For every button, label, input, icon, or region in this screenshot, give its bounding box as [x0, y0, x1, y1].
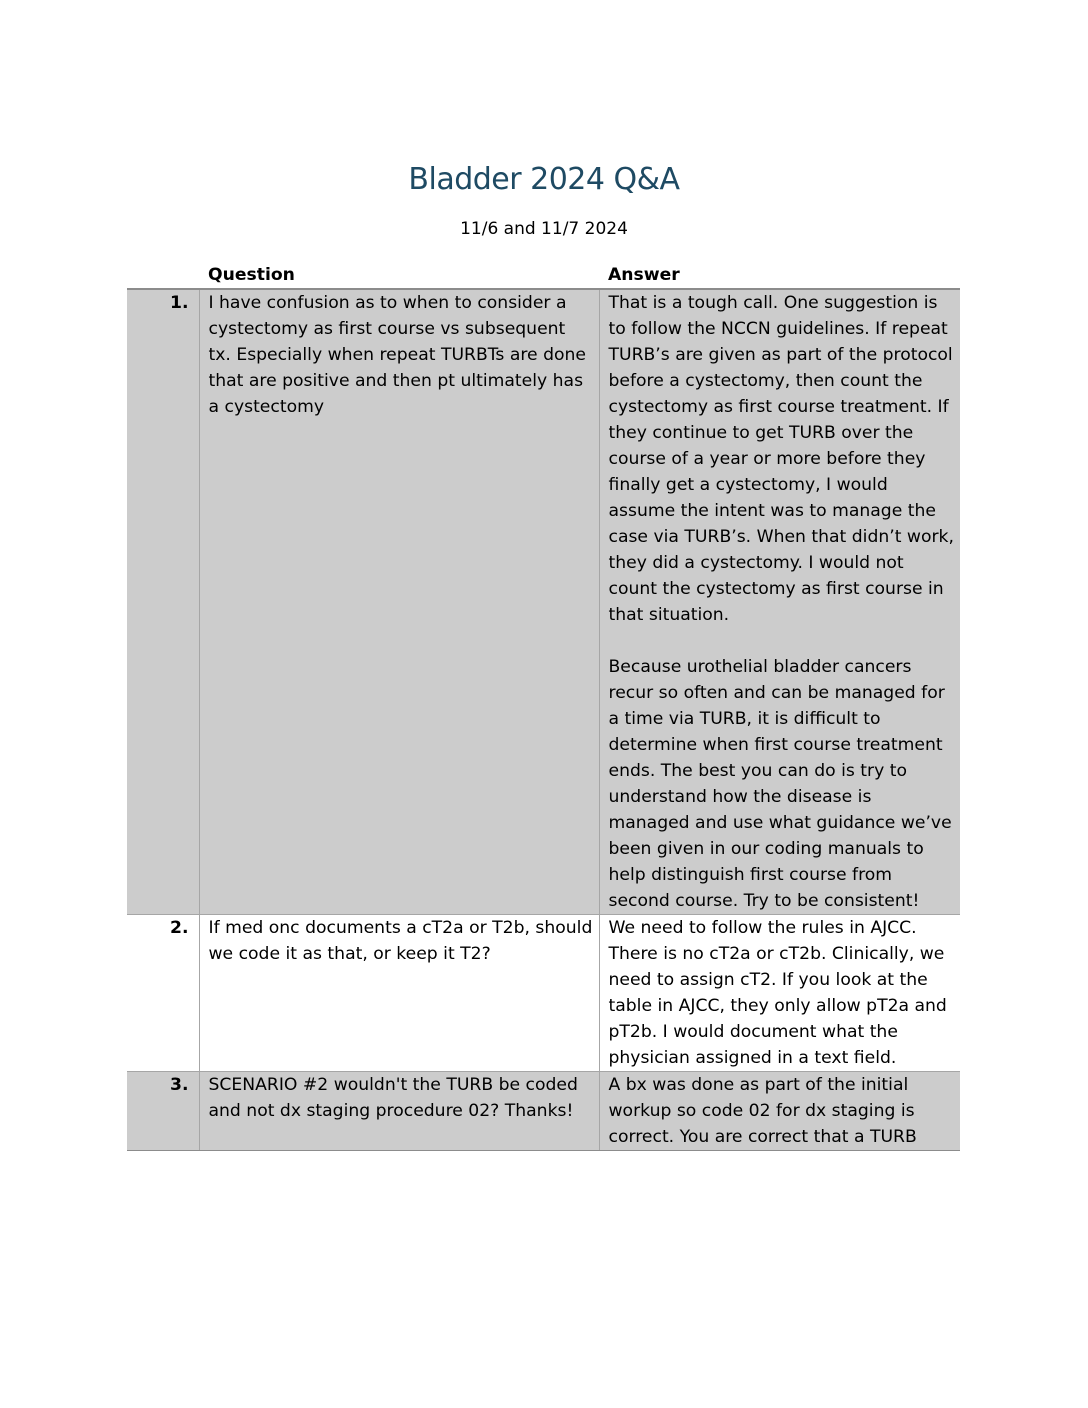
- table-row: [127, 915, 960, 1072]
- table-header-row: [127, 262, 960, 289]
- header-answer: Answer: [599, 262, 960, 289]
- table-row: [127, 1072, 960, 1151]
- row-answer: [599, 915, 960, 1072]
- row-number: 3.: [127, 1072, 199, 1151]
- header-number: [127, 262, 199, 289]
- qa-table: [127, 262, 960, 1151]
- row-question: I have confusion as to when to consider a cystectomy as first course vs subsequent tx. Especially when repeat TURBTs are done that are positive and then pt ultimately has a cystectomy: [199, 289, 599, 915]
- answer-paragraph: We need to follow the rules in AJCC. There is no cT2a or cT2b. Clinically, we need to assign cT2. If you look at the table in AJCC, they only allow pT2a and pT2b. I would document what the physician assigned in a text field.: [608, 918, 947, 1068]
- row-number: 1.: [127, 289, 199, 915]
- document-title: Bladder 2024 Q&A: [408, 162, 680, 197]
- row-question: If med onc documents a cT2a or T2b, should we code it as that, or keep it T2?: [199, 915, 599, 1072]
- row-answer: [599, 1072, 960, 1151]
- row-number: 2.: [127, 915, 199, 1072]
- row-question: SCENARIO #2 wouldn't the TURB be coded and not dx staging procedure 02? Thanks!: [199, 1072, 599, 1151]
- document-subtitle: 11/6 and 11/7 2024: [460, 219, 628, 239]
- answer-paragraph: That is a tough call. One suggestion is to follow the NCCN guidelines. If repeat TURB’s are given as part of the protocol before a cystectomy, then count the cystectomy as first course treatment. If they continue to get TURB over the course of a year or more before they finally get a cystectomy, I would assume the intent was to manage the case via TURB’s. When that didn’t work, they did a cystectomy. I would not count the cystectomy as first course in that situation.: [608, 293, 954, 625]
- table-row: [127, 289, 960, 915]
- header-question: Question: [199, 262, 599, 289]
- answer-paragraph: A bx was done as part of the initial workup so code 02 for dx staging is correct. You are correct that a TURB: [608, 1075, 917, 1147]
- answer-paragraph: Because urothelial bladder cancers recur so often and can be managed for a time via TURB, it is difficult to determine when first course treatment ends. The best you can do is try to understand how the disease is managed and use what guidance we’ve been given in our coding manuals to help distinguish first course from second course. Try to be consistent!: [608, 657, 952, 911]
- row-answer: [599, 289, 960, 915]
